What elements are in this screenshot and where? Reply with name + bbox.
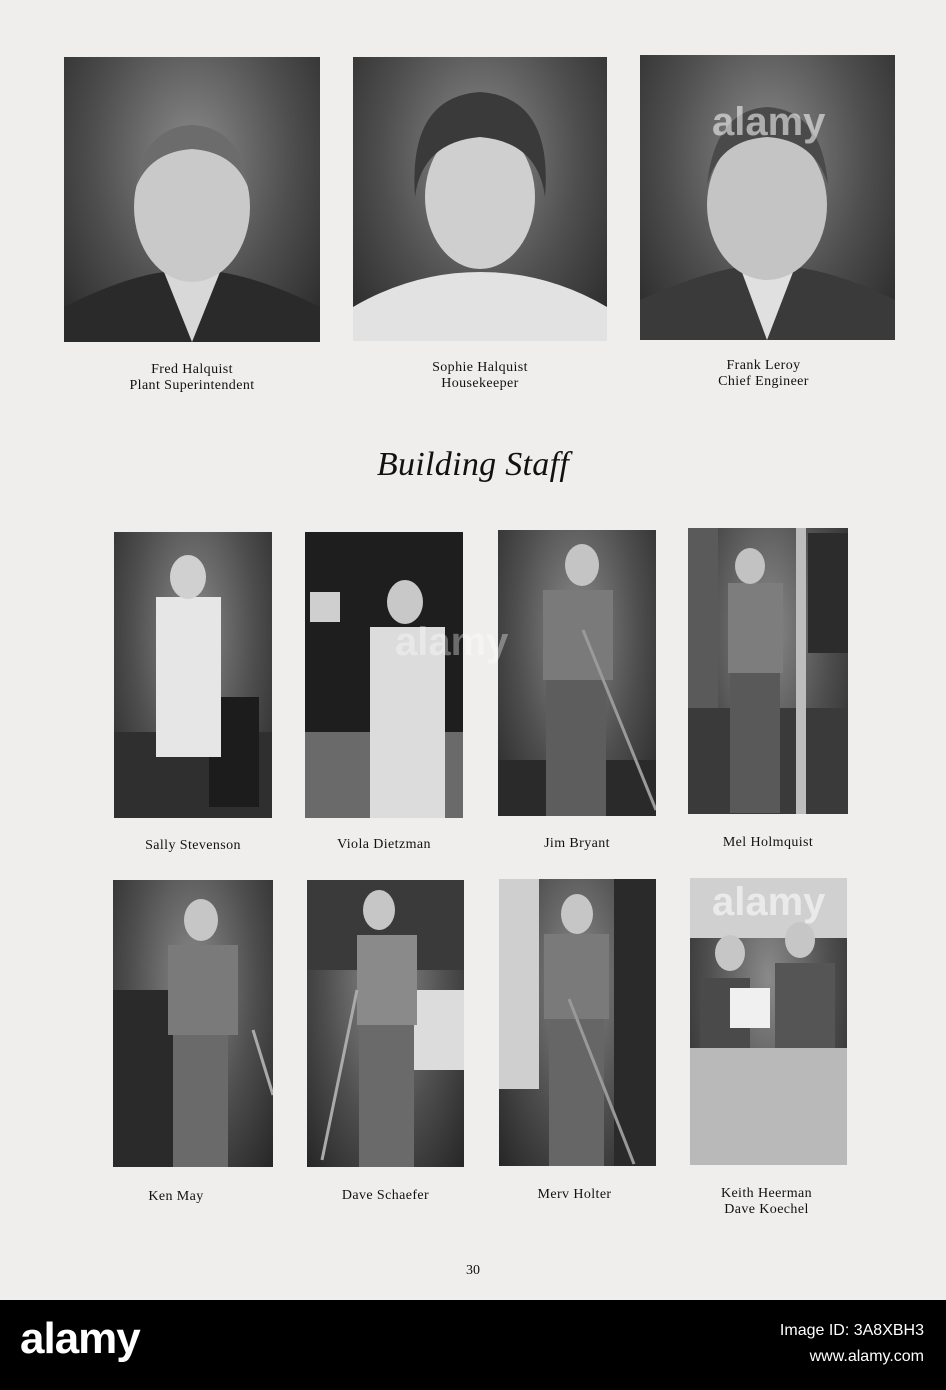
official-name: Sophie Halquist	[432, 360, 528, 375]
official-caption	[353, 360, 607, 392]
staff-caption: Ken May	[148, 1189, 204, 1204]
staff-caption: Mel Holmquist	[722, 835, 814, 850]
official-role: Housekeeper	[441, 376, 519, 391]
image-id: Image ID: 3A8XBH3	[779, 1322, 924, 1339]
staff-photo	[499, 879, 656, 1166]
official-name: Fred Halquist	[151, 362, 233, 377]
official-role: Plant Superintendent	[129, 378, 255, 393]
portrait-photo	[64, 57, 320, 342]
staff-caption: Dave Schaefer	[341, 1188, 430, 1203]
staff-caption: Jim Bryant	[544, 836, 610, 851]
official-role: Chief Engineer	[718, 374, 809, 389]
staff-photo	[114, 532, 272, 818]
alamy-logo: alamy	[20, 1314, 140, 1363]
staff-photo	[688, 528, 848, 814]
staff-caption	[688, 1186, 845, 1218]
staff-caption: Merv Holter	[537, 1187, 612, 1202]
staff-photo	[307, 880, 464, 1167]
staff-caption: Viola Dietzman	[337, 837, 431, 852]
staff-photo	[113, 880, 273, 1167]
official-caption	[64, 362, 320, 394]
portrait-photo	[640, 55, 895, 340]
page-number: 30	[466, 1263, 480, 1278]
official-caption	[636, 358, 891, 390]
watermark: alamy	[395, 620, 509, 664]
watermark: alamy	[712, 100, 826, 144]
stock-footer-bar	[0, 1300, 946, 1390]
staff-name: Dave Koechel	[724, 1202, 809, 1217]
staff-caption: Sally Stevenson	[145, 838, 241, 853]
staff-photo	[498, 530, 656, 816]
site-url: www.alamy.com	[809, 1348, 924, 1365]
watermark: alamy	[712, 880, 826, 924]
staff-photo	[305, 532, 463, 818]
portrait-photo	[353, 57, 607, 341]
staff-name: Keith Heerman	[720, 1186, 813, 1201]
official-name: Frank Leroy	[726, 358, 801, 373]
section-heading: Building Staff	[376, 446, 570, 483]
